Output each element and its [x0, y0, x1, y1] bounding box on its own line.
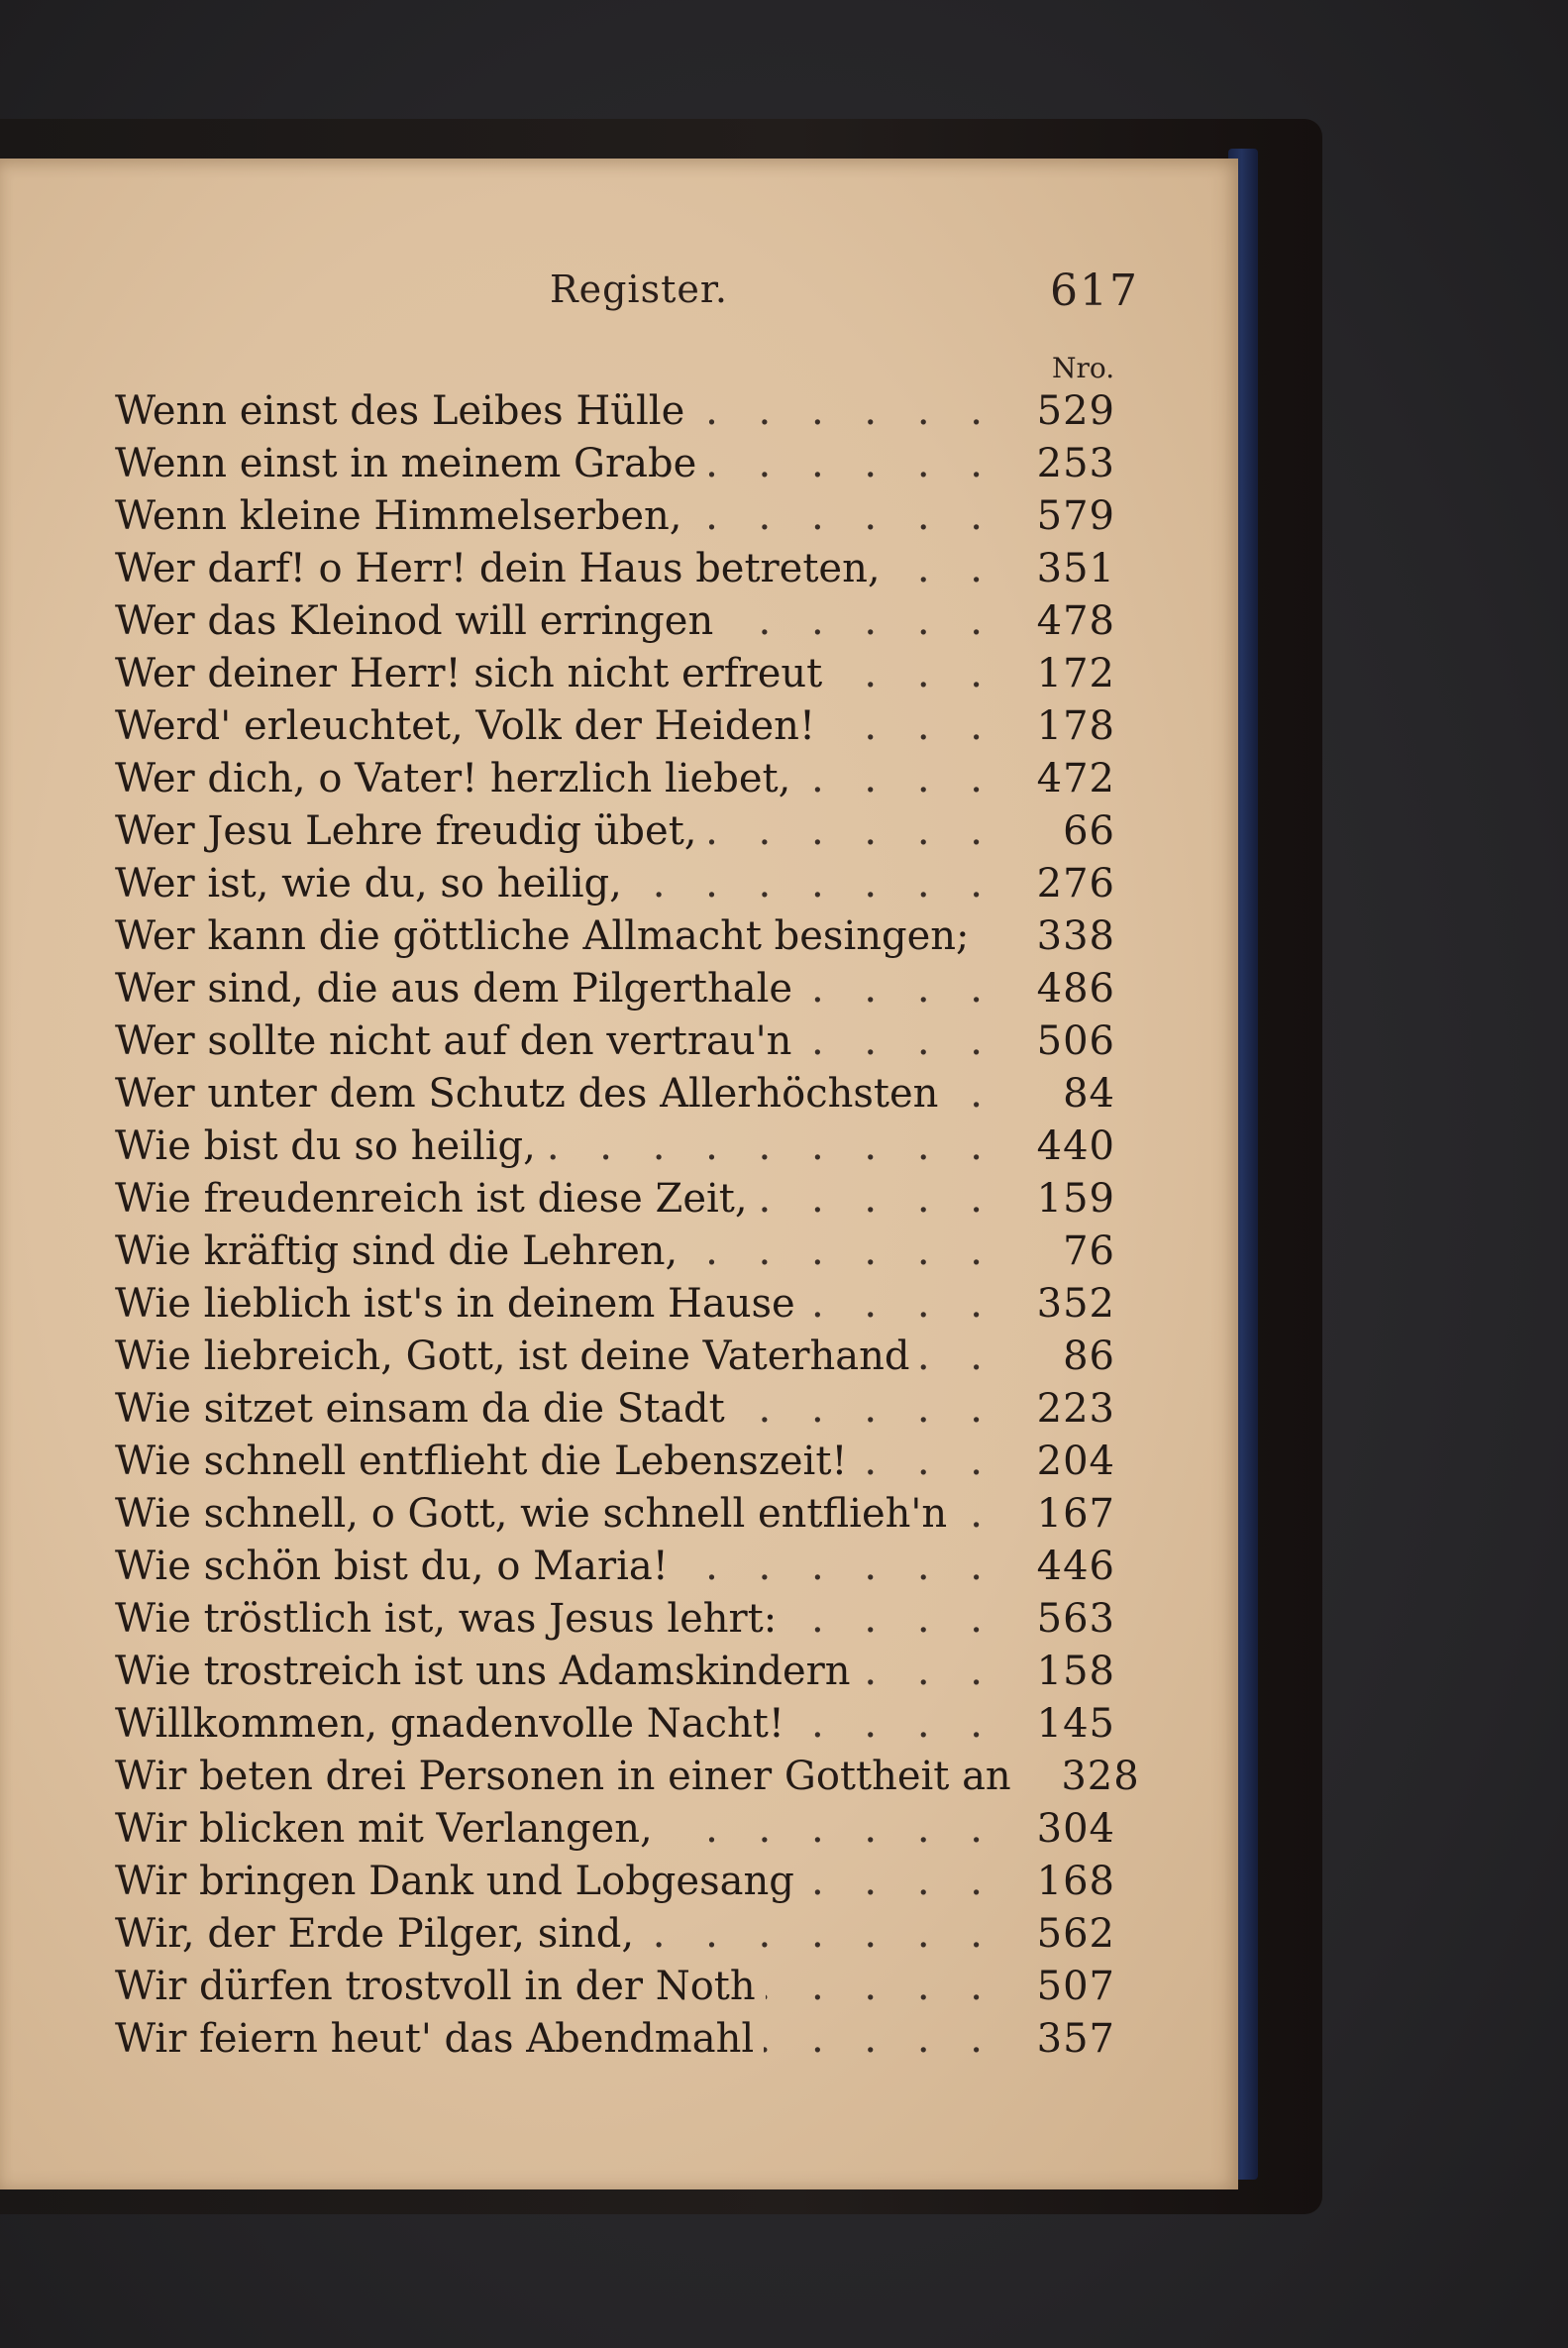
entry-title: Wir feiern heut' das Abendmahl — [115, 2016, 755, 2062]
register-entry — [115, 808, 1115, 861]
entry-number: 223 — [1036, 1386, 1115, 1432]
entry-title: Wer das Kleinod will erringen — [115, 598, 714, 644]
entry-title: Wie schnell, o Gott, wie schnell entflieh'n — [115, 1491, 948, 1537]
entry-title: Wie sitzet einsam da die Stadt — [115, 1386, 725, 1432]
entry-number: 76 — [1063, 1228, 1115, 1274]
dot-leader — [691, 493, 996, 539]
entry-title: Wie tröstlich ist, was Jesus lehrt: — [115, 1596, 778, 1642]
entry-number: 158 — [1036, 1649, 1115, 1694]
entry-number: 478 — [1036, 598, 1115, 644]
entry-title: Wer sind, die aus dem Pilgerthale — [115, 966, 793, 1012]
dot-leader — [804, 1859, 996, 1904]
entry-number: 446 — [1036, 1544, 1115, 1589]
number-column-heading: Nro. — [1052, 352, 1115, 384]
entry-number: 253 — [1036, 441, 1115, 486]
dot-leader — [694, 388, 996, 434]
register-entry — [115, 1176, 1115, 1228]
dot-leader — [794, 1701, 996, 1747]
entry-title: Wir dürfen trostvoll in der Noth — [115, 1964, 756, 2009]
entry-title: Wer Jesu Lehre freudig übet, — [115, 808, 697, 854]
running-title: Register. — [550, 267, 728, 311]
dot-leader — [890, 546, 996, 591]
register-entry — [115, 1228, 1115, 1281]
book-page — [0, 159, 1238, 2189]
entry-title: Wie bist du so heilig, — [115, 1123, 536, 1169]
entry-number: 204 — [1036, 1439, 1115, 1484]
page-number: 617 — [1050, 266, 1139, 316]
entry-number: 579 — [1036, 493, 1115, 539]
dot-leader — [723, 598, 996, 644]
entry-title: Wie liebreich, Gott, ist deine Vaterhand — [115, 1334, 910, 1379]
dot-leader — [861, 1649, 996, 1694]
entry-title: Wer darf! o Herr! dein Haus betreten, — [115, 546, 881, 591]
entry-number: 304 — [1036, 1806, 1115, 1852]
entry-title: Wie schnell entflieht die Lebenszeit! — [115, 1439, 848, 1484]
dot-leader — [805, 1281, 996, 1327]
entry-title: Wer ist, wie du, so heilig, — [115, 861, 622, 907]
entry-number: 486 — [1036, 966, 1115, 1012]
dot-leader — [858, 1439, 997, 1484]
entry-number: 276 — [1036, 861, 1115, 907]
dot-leader — [957, 1491, 996, 1537]
dot-leader — [825, 703, 996, 749]
entry-number: 351 — [1036, 546, 1115, 591]
entry-number: 66 — [1063, 808, 1115, 854]
dot-leader — [948, 1071, 996, 1117]
dot-leader — [644, 1911, 996, 1957]
dot-leader — [679, 1544, 996, 1589]
entry-number: 507 — [1036, 1964, 1115, 2009]
register-entry — [115, 1859, 1115, 1911]
entry-title: Wir blicken mit Verlangen, — [115, 1806, 653, 1852]
dot-leader — [706, 808, 996, 854]
dot-leader — [735, 1386, 996, 1432]
entry-title: Wer deiner Herr! sich nicht erfreut — [115, 651, 823, 696]
entry-title: Wie schön bist du, o Maria! — [115, 1544, 669, 1589]
register-entry — [115, 1544, 1115, 1596]
dot-leader — [980, 913, 996, 959]
entry-title: Wir, der Erde Pilger, sind, — [115, 1911, 635, 1957]
dot-leader — [800, 756, 996, 801]
entry-number: 86 — [1063, 1334, 1115, 1379]
register-entry — [115, 913, 1115, 966]
dot-leader — [801, 1018, 996, 1064]
entry-title: Werd' erleuchtet, Volk der Heiden! — [115, 703, 816, 749]
entry-title: Willkommen, gnadenvolle Nacht! — [115, 1701, 784, 1747]
entry-title: Wer dich, o Vater! herzlich liebet, — [115, 756, 791, 801]
register-entry — [115, 703, 1115, 756]
register-entry — [115, 1334, 1115, 1386]
register-entry — [115, 1964, 1115, 2016]
dot-leader — [546, 1123, 996, 1169]
entry-number: 357 — [1036, 2016, 1115, 2062]
register-entry — [115, 2016, 1115, 2069]
register-entry — [115, 1701, 1115, 1754]
entry-number: 159 — [1036, 1176, 1115, 1222]
entry-number: 440 — [1036, 1123, 1115, 1169]
dot-leader — [832, 651, 996, 696]
entry-number: 472 — [1036, 756, 1115, 801]
entry-title: Wie trostreich ist uns Adamskindern — [115, 1649, 851, 1694]
entry-title: Wie kräftig sind die Lehren, — [115, 1228, 679, 1274]
entry-number: 563 — [1036, 1596, 1115, 1642]
entry-number: 84 — [1063, 1071, 1115, 1117]
dot-leader — [764, 2016, 996, 2062]
register-entry — [115, 546, 1115, 598]
register-entry — [115, 1649, 1115, 1701]
entry-number: 352 — [1036, 1281, 1115, 1327]
register-entry — [115, 651, 1115, 703]
entry-title: Wir beten drei Personen in einer Gottheit an — [115, 1754, 1011, 1799]
register-entry — [115, 861, 1115, 913]
entry-number: 328 — [1061, 1754, 1140, 1799]
dot-leader — [706, 441, 996, 486]
dot-leader — [758, 1176, 996, 1222]
register-entry — [115, 1123, 1115, 1176]
entry-title: Wie freudenreich ist diese Zeit, — [115, 1176, 748, 1222]
page-header — [0, 258, 1238, 337]
entry-number: 167 — [1036, 1491, 1115, 1537]
register-entry — [115, 966, 1115, 1018]
register-entry — [115, 1386, 1115, 1439]
register-entry — [115, 1281, 1115, 1334]
dot-leader — [632, 861, 996, 907]
register-entry — [115, 1018, 1115, 1071]
entry-number: 168 — [1036, 1859, 1115, 1904]
entry-title: Wenn einst in meinem Grabe — [115, 441, 697, 486]
entry-title: Wie lieblich ist's in deinem Hause — [115, 1281, 795, 1327]
register-entry — [115, 1754, 1140, 1806]
entry-title: Wir bringen Dank und Lobgesang — [115, 1859, 794, 1904]
register-entry — [115, 1911, 1115, 1964]
dot-leader — [802, 966, 996, 1012]
entry-title: Wenn einst des Leibes Hülle — [115, 388, 685, 434]
register-list — [115, 388, 1140, 2069]
dot-leader — [919, 1334, 996, 1379]
register-entry — [115, 388, 1115, 441]
register-entry — [115, 1439, 1115, 1491]
register-entry — [115, 493, 1115, 546]
entry-title: Wer unter dem Schutz des Allerhöchsten — [115, 1071, 939, 1117]
entry-title: Wenn kleine Himmelserben, — [115, 493, 682, 539]
entry-title: Wer sollte nicht auf den vertrau'n — [115, 1018, 792, 1064]
entry-number: 178 — [1036, 703, 1115, 749]
register-entry — [115, 598, 1115, 651]
register-entry — [115, 1596, 1115, 1649]
entry-number: 506 — [1036, 1018, 1115, 1064]
register-entry — [115, 756, 1115, 808]
register-entry — [115, 1806, 1115, 1859]
entry-number: 562 — [1036, 1911, 1115, 1957]
dot-leader — [786, 1596, 996, 1642]
dot-leader — [687, 1228, 996, 1274]
entry-title: Wer kann die göttliche Allmacht besingen; — [115, 913, 970, 959]
entry-number: 172 — [1036, 651, 1115, 696]
register-entry — [115, 1071, 1115, 1123]
entry-number: 338 — [1036, 913, 1115, 959]
entry-number: 145 — [1036, 1701, 1115, 1747]
entry-number: 529 — [1036, 388, 1115, 434]
dot-leader — [766, 1964, 996, 2009]
register-entry — [115, 1491, 1115, 1544]
dot-leader — [663, 1806, 996, 1852]
register-entry — [115, 441, 1115, 493]
